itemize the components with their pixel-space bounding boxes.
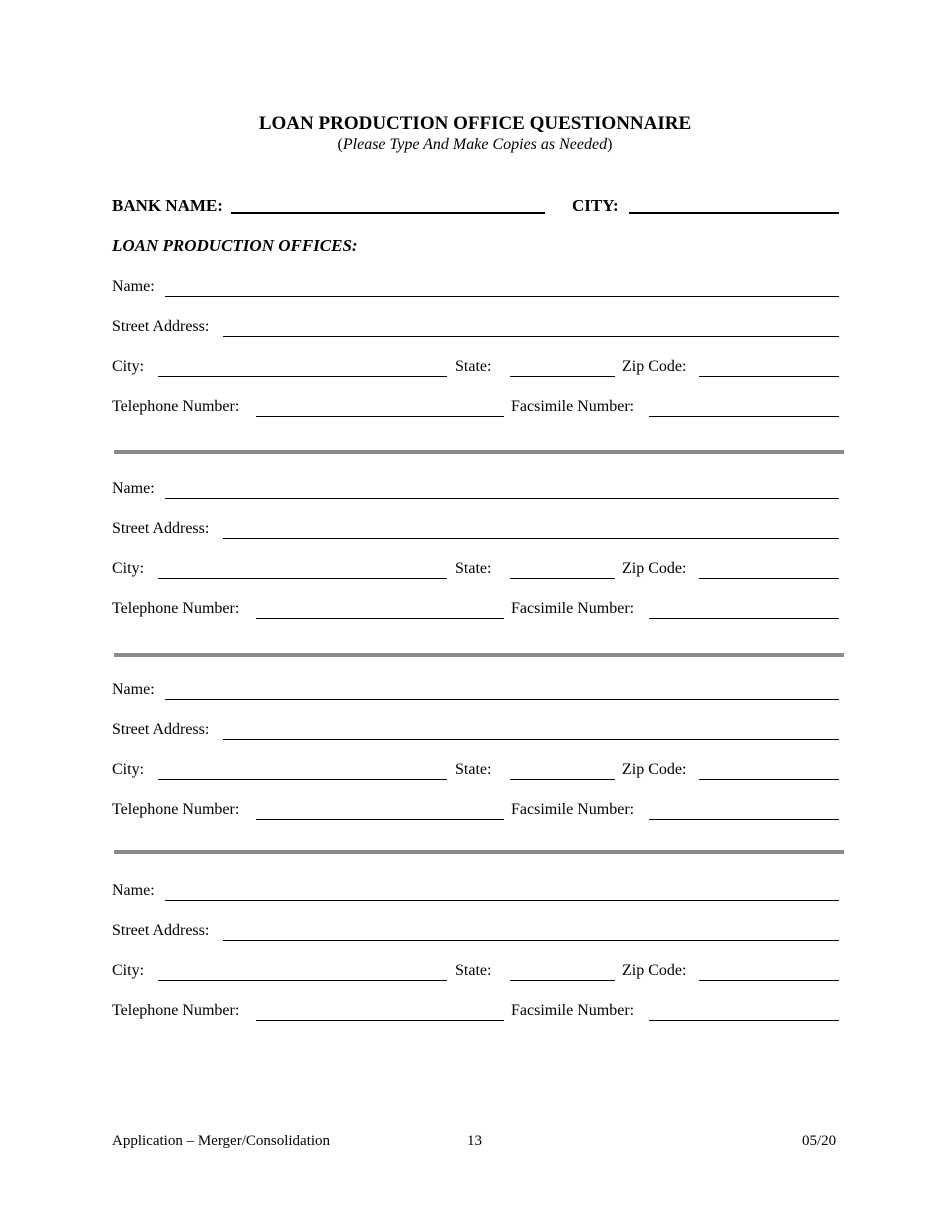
office-fax-field[interactable] [649,416,839,417]
footer-page-number: 13 [467,1133,482,1149]
office-phone-field[interactable] [256,416,504,417]
office-city-field[interactable] [158,578,447,579]
office-phone-label: Telephone Number: [112,1002,240,1019]
office-separator [114,653,844,657]
footer-form-name: Application – Merger/Consolidation [112,1133,331,1149]
office-street-field[interactable] [223,739,839,740]
office-fax-label: Facsimile Number: [511,600,635,617]
office-state-label: State: [455,560,492,577]
office-fax-field[interactable] [649,819,839,820]
office-city-label: City: [112,761,145,778]
office-zip-label: Zip Code: [622,358,687,375]
office-street-field[interactable] [223,336,839,337]
bank-city-field[interactable] [629,212,839,214]
bank-name-label: BANK NAME: [112,196,223,215]
office-city-label: City: [112,962,145,979]
office-city-label: City: [112,560,145,577]
office-zip-label: Zip Code: [622,761,687,778]
office-street-label: Street Address: [112,922,210,939]
office-fax-field[interactable] [649,1020,839,1021]
office-phone-label: Telephone Number: [112,600,240,617]
office-street-label: Street Address: [112,520,210,537]
office-city-label: City: [112,358,145,375]
office-city-field[interactable] [158,376,447,377]
subtitle-italic-text: Please Type And Make Copies as Needed [342,136,608,153]
office-city-field[interactable] [158,980,447,981]
office-name-label: Name: [112,480,155,497]
office-state-field[interactable] [510,376,615,377]
office-street-label: Street Address: [112,318,210,335]
office-phone-field[interactable] [256,1020,504,1021]
footer-date: 05/20 [802,1133,837,1149]
bank-name-field[interactable] [231,212,545,214]
page-title: LOAN PRODUCTION OFFICE QUESTIONNAIRE [258,113,692,134]
office-zip-label: Zip Code: [622,560,687,577]
office-zip-field[interactable] [699,376,839,377]
office-fax-label: Facsimile Number: [511,398,635,415]
office-phone-field[interactable] [256,618,504,619]
office-state-label: State: [455,358,492,375]
office-street-label: Street Address: [112,721,210,738]
office-fax-label: Facsimile Number: [511,1002,635,1019]
page-subtitle: (Please Type And Make Copies as Needed) [337,136,613,153]
office-name-field[interactable] [165,699,839,700]
office-block-3 [0,681,950,861]
office-zip-label: Zip Code: [622,962,687,979]
office-street-field[interactable] [223,940,839,941]
office-state-label: State: [455,761,492,778]
office-separator [114,450,844,454]
office-name-label: Name: [112,681,155,698]
office-city-field[interactable] [158,779,447,780]
office-name-field[interactable] [165,498,839,499]
office-name-label: Name: [112,882,155,899]
office-state-field[interactable] [510,980,615,981]
office-state-label: State: [455,962,492,979]
office-zip-field[interactable] [699,980,839,981]
office-block-1 [0,278,950,458]
office-block-4 [0,882,950,1062]
office-street-field[interactable] [223,538,839,539]
bank-city-label: CITY: [572,196,619,215]
office-zip-field[interactable] [699,578,839,579]
office-block-2 [0,480,950,660]
office-name-field[interactable] [165,900,839,901]
office-zip-field[interactable] [699,779,839,780]
section-heading: LOAN PRODUCTION OFFICES: [112,236,358,255]
office-phone-label: Telephone Number: [112,398,240,415]
office-state-field[interactable] [510,779,615,780]
office-phone-field[interactable] [256,819,504,820]
office-separator [114,850,844,854]
office-state-field[interactable] [510,578,615,579]
office-phone-label: Telephone Number: [112,801,240,818]
office-name-field[interactable] [165,296,839,297]
office-fax-label: Facsimile Number: [511,801,635,818]
office-name-label: Name: [112,278,155,295]
office-fax-field[interactable] [649,618,839,619]
